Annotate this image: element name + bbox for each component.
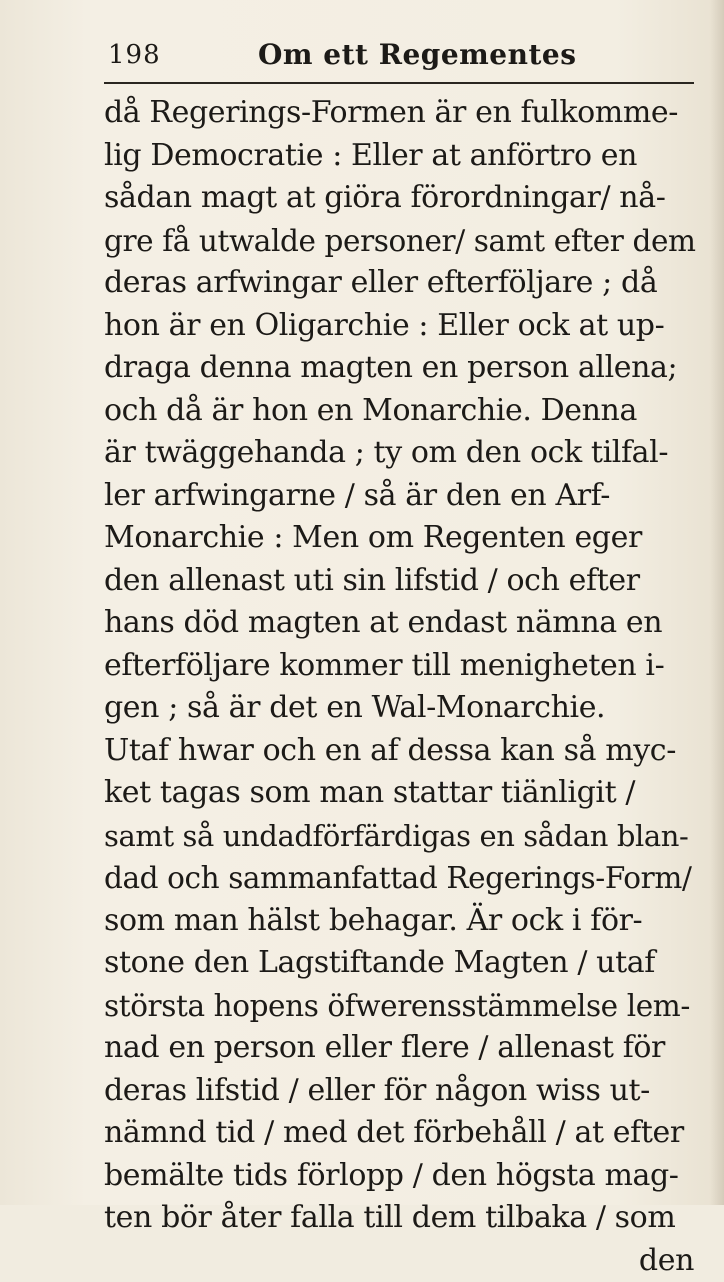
text-line: gre få utwalde personer/ samt efter dem (104, 220, 698, 263)
text-line: deras lifstid / eller för någon wiss ut- (104, 1070, 698, 1113)
text-line: hon är en Oligarchie : Eller ock at up- (104, 305, 698, 348)
text-line: den allenast uti sin lifstid / och efter (104, 560, 698, 603)
header-rule (104, 82, 694, 84)
text-line: deras arfwingar eller efterföljare ; då (104, 262, 698, 305)
text-line: då Regerings-Formen är en fulkomme- (104, 92, 698, 135)
body-text (104, 92, 698, 1282)
text-line: största hopens öfwerensstämmelse lem- (104, 985, 698, 1028)
text-line: nad en person eller flere / allenast för (104, 1027, 698, 1070)
page-header (108, 38, 588, 78)
text-line: dad och sammanfattad Regerings-Form/ (104, 857, 698, 900)
catchword: den (104, 1240, 698, 1282)
page-number: 198 (108, 40, 161, 70)
text-line: hans död magten at endast nämna en (104, 602, 698, 645)
text-line: nämnd tid / med det förbehåll / at efter (104, 1112, 698, 1155)
text-line: är twäggehanda ; ty om den ock tilfal- (104, 432, 698, 475)
text-line: gen ; så är det en Wal-Monarchie. (104, 687, 698, 730)
page-edge-shadow (710, 0, 724, 1205)
text-line: och då är hon en Monarchie. Denna (104, 390, 698, 433)
running-head: Om ett Regementes (258, 38, 576, 71)
text-line: sådan magt at giöra förordningar/ nå- (104, 177, 698, 220)
text-line: ler arfwingarne / så är den en Arf- (104, 475, 698, 518)
text-line: bemälte tids förlopp / den högsta mag- (104, 1155, 698, 1198)
text-line: lig Democratie : Eller at anförtro en (104, 135, 698, 178)
text-line: ten bör åter falla till dem tilbaka / som (104, 1197, 698, 1240)
text-line: stone den Lagstiftande Magten / utaf (104, 942, 698, 985)
text-line: draga denna magten en person allena; (104, 347, 698, 390)
text-line: ket tagas som man stattar tiänligit / (104, 772, 698, 815)
text-line: samt så undadförfärdigas en sådan blan- (104, 815, 698, 858)
text-line: efterföljare kommer till menigheten i- (104, 645, 698, 688)
text-line: Monarchie : Men om Regenten eger (104, 517, 698, 560)
text-line: som man hälst behagar. Är ock i för- (104, 900, 698, 943)
text-line: Utaf hwar och en af dessa kan så myc- (104, 730, 698, 773)
